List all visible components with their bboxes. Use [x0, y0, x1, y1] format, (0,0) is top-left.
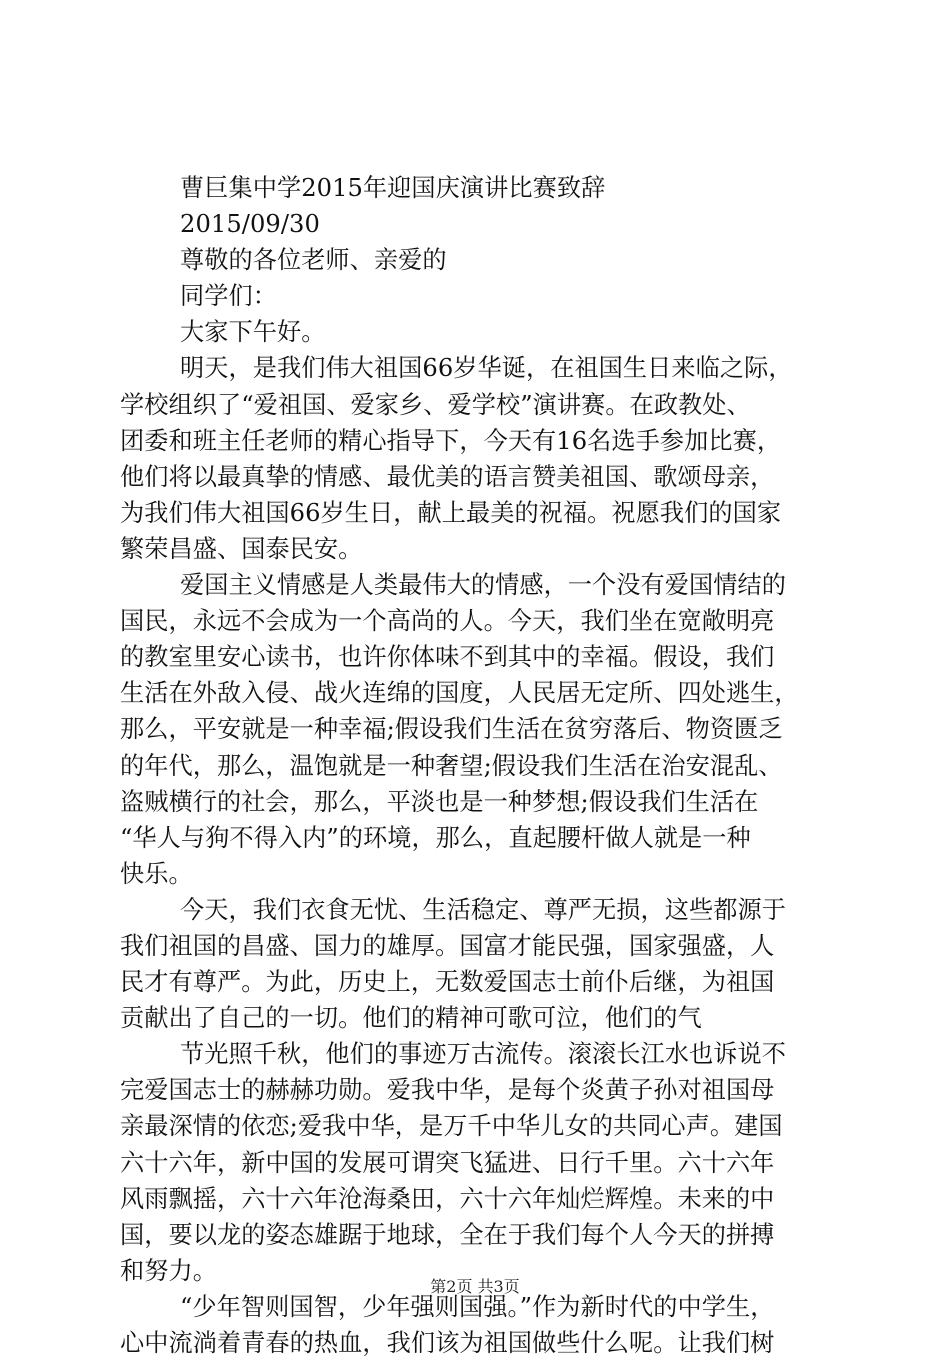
text-line: 完爱国志士的赫赫功勋。爱我中华，是每个炎黄子孙对祖国母	[120, 1076, 775, 1105]
greeting-line: 大家下午好。	[180, 318, 326, 347]
text-line: 明天，是我们伟大祖国66岁华诞，在祖国生日来临之际，	[180, 354, 793, 383]
text-line: 节光照千秋，他们的事迹万古流传。滚滚长江水也诉说不	[180, 1040, 786, 1069]
text-line: 国民，永远不会成为一个高尚的人。今天，我们坐在宽敞明亮	[120, 607, 775, 636]
text-line: 为我们伟大祖国66岁生日，献上最美的祝福。祝愿我们的国家	[120, 498, 782, 527]
text-line: 和努力。	[120, 1256, 217, 1285]
text-line: 民才有尊严。为此，历史上，无数爱国志士前仆后继，为祖国	[120, 968, 775, 997]
greeting-line: 同学们：	[180, 282, 277, 311]
text-line: 的教室里安心读书，也许你体味不到其中的幸福。假设，我们	[120, 643, 775, 672]
text-line: 盗贼横行的社会，那么，平淡也是一种梦想;假设我们生活在	[120, 787, 759, 816]
text-line: 那么，平安就是一种幸福;假设我们生活在贫穷落后、物资匮乏	[120, 715, 783, 744]
text-line: 我们祖国的昌盛、国力的雄厚。国富才能民强，国家强盛，人	[120, 931, 775, 960]
document-title: 曹巨集中学2015年迎国庆演讲比赛致辞	[180, 174, 606, 202]
text-line: 今天，我们衣食无忧、生活稳定、尊严无损，这些都源于	[180, 895, 786, 924]
text-line: 风雨飘摇，六十六年沧海桑田，六十六年灿烂辉煌。未来的中	[120, 1184, 775, 1213]
text-line: 贡献出了自己的一切。他们的精神可歌可泣，他们的气	[120, 1004, 702, 1033]
text-line: “华人与狗不得入内”的环境，那么，直起腰杆做人就是一种	[120, 823, 751, 852]
text-line: 心中流淌着青春的热血，我们该为祖国做些什么呢。让我们树	[120, 1329, 775, 1357]
text-line: 六十六年，新中国的发展可谓突飞猛进、日行千里。六十六年	[120, 1148, 775, 1177]
page-number: 第2页 共3页	[430, 1277, 520, 1296]
text-line: 学校组织了“爱祖国、爱家乡、爱学校”演讲赛。在政教处、	[120, 390, 751, 419]
text-line: 亲最深情的依恋;爱我中华，是万千中华儿女的共同心声。建国	[120, 1112, 783, 1141]
body-text	[120, 350, 840, 1361]
text-line: 的年代，那么，温饱就是一种奢望;假设我们生活在治安混乱、	[120, 751, 783, 780]
text-line: 繁荣昌盛、国泰民安。	[120, 534, 363, 563]
document-date: 2015/09/30	[180, 210, 320, 239]
greeting-line: 尊敬的各位老师、亲爱的	[180, 246, 447, 275]
text-line: 团委和班主任老师的精心指导下，今天有16名选手参加比赛，	[120, 426, 782, 455]
text-line: “少年智则国智，少年强则国强。”作为新时代的中学生，	[180, 1292, 775, 1321]
text-line: 国，要以龙的姿态雄踞于地球，全在于我们每个人今天的拼搏	[120, 1220, 775, 1249]
document-body	[120, 170, 840, 1361]
text-line: 他们将以最真挚的情感、最优美的语言赞美祖国、歌颂母亲，	[120, 462, 775, 491]
text-line: 快乐。	[120, 859, 193, 888]
text-line: 生活在外敌入侵、战火连绵的国度，人民居无定所、四处逃生，	[120, 679, 799, 708]
text-line: 爱国主义情感是人类最伟大的情感，一个没有爱国情结的	[180, 571, 786, 600]
